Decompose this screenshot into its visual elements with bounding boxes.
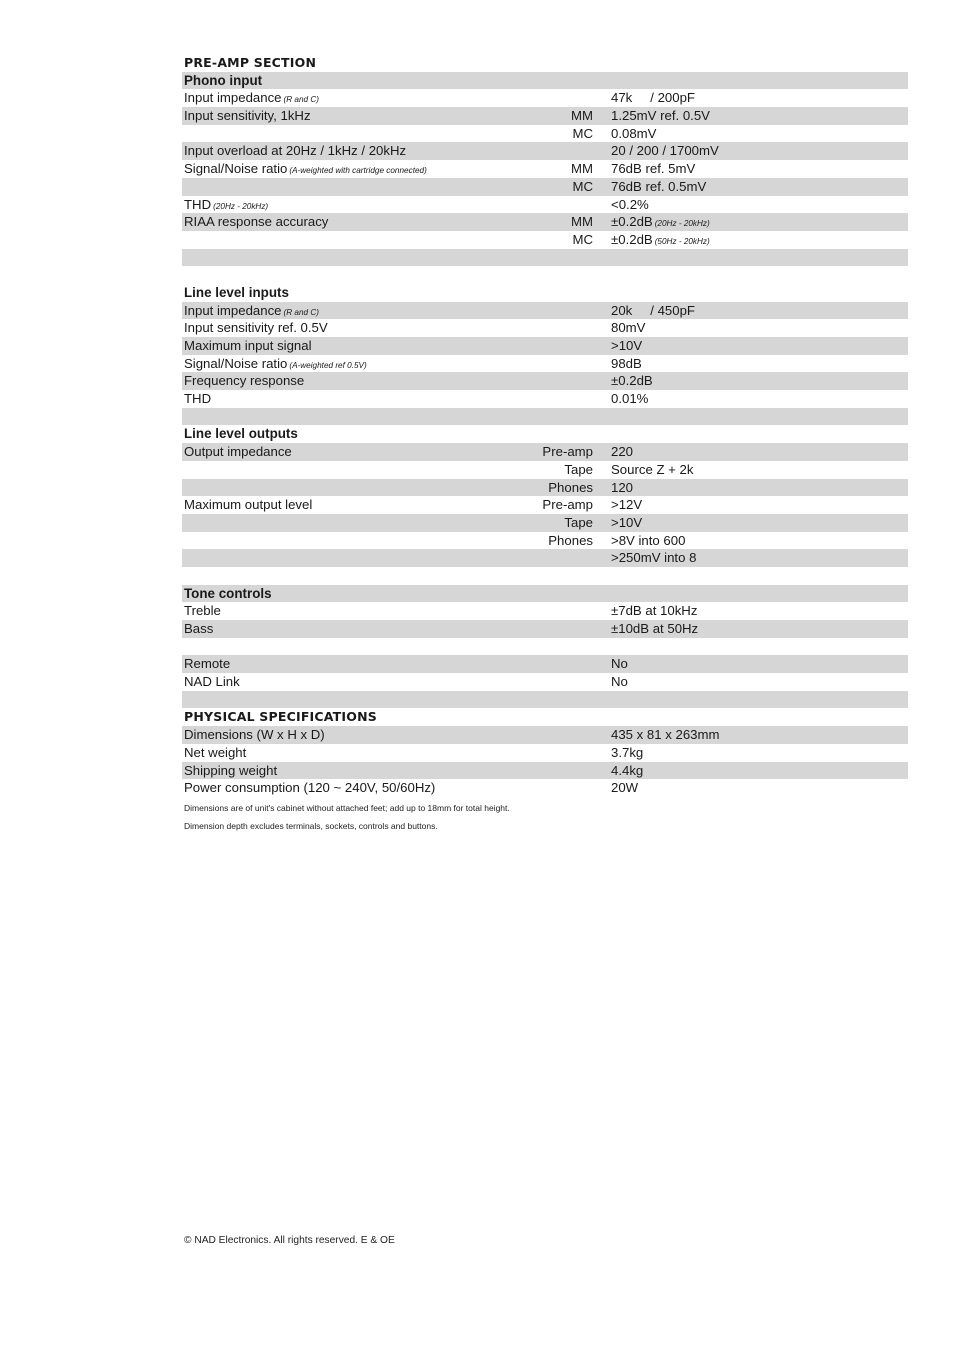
spec-row [182, 355, 908, 373]
spec-row [182, 744, 908, 762]
spec-value-text: >10V [611, 514, 643, 530]
section-title [182, 54, 908, 72]
spec-label [184, 390, 211, 408]
spec-label [184, 107, 311, 125]
spec-value [611, 142, 719, 160]
spec-value-secondary: / 450pF [650, 302, 695, 318]
spec-value [611, 337, 642, 355]
spec-row [182, 178, 908, 196]
spec-value-text: 20W [611, 780, 639, 796]
spec-value-secondary: / 200pF [650, 90, 695, 106]
spec-value-text: 4.4kg [611, 762, 644, 778]
spec-value [611, 125, 656, 143]
spec-value-text: 20 / 200 / 1700mV [611, 143, 719, 159]
spec-row [182, 443, 908, 461]
spec-value-text: >250mV into 8 [611, 550, 697, 566]
spec-value-note: (50Hz - 20kHz) [654, 236, 710, 246]
spec-label-text: Treble [184, 603, 221, 619]
spec-row [182, 726, 908, 744]
spec-row [182, 125, 908, 143]
spec-label-text: Input impedance [184, 302, 282, 318]
spec-label-text: THD [184, 391, 212, 407]
spec-value [611, 107, 710, 125]
spec-label-note: (A-weighted ref 0.5V) [289, 360, 367, 370]
spec-row [182, 655, 908, 673]
spec-label-text: RIAA response accuracy [184, 214, 329, 230]
spec-row [182, 762, 908, 780]
spec-label-text: Dimensions (W x H x D) [184, 727, 325, 743]
spec-value-text: 76dB ref. 0.5mV [611, 178, 707, 194]
spacer-row [182, 567, 908, 585]
spec-label [184, 620, 213, 638]
spec-value-text: <0.2% [611, 196, 649, 212]
spec-label [184, 708, 377, 726]
spec-label-note: (A-weighted with cartridge connected) [289, 166, 427, 176]
spec-value-text: 435 x 81 x 263mm [611, 727, 720, 743]
spec-label-text: Net weight [184, 744, 247, 760]
spec-label-text: Phono input [184, 72, 263, 88]
spec-value-text: ±0.2dB [611, 214, 653, 230]
spec-value-text: 220 [611, 444, 634, 460]
spec-value [611, 744, 643, 762]
spec-value-text: >12V [611, 497, 643, 513]
spec-value-text: No [611, 656, 628, 672]
spec-label [184, 726, 325, 744]
spec-label [184, 744, 246, 762]
spec-value [611, 355, 642, 373]
spec-row [182, 319, 908, 337]
spec-row [182, 532, 908, 550]
spec-sublabel: Phones [548, 479, 593, 495]
spec-row [182, 160, 908, 178]
spec-label-text: Remote [184, 656, 231, 672]
spec-row [182, 337, 908, 355]
spec-value-text: Source Z + 2k [611, 461, 694, 477]
spec-label [184, 496, 312, 514]
spec-value-text: ±0.2dB [611, 231, 653, 247]
spec-label-text: Bass [184, 621, 214, 636]
spec-value-text: 3.7kg [611, 744, 644, 760]
spec-label [184, 54, 316, 72]
spec-row [182, 620, 908, 638]
spec-value-text: 76dB ref. 5mV [611, 161, 696, 177]
spec-value [611, 549, 696, 567]
footnotes [184, 799, 510, 835]
spec-label-text: Tone controls [184, 585, 272, 601]
spec-value-text: 47k [611, 90, 633, 106]
spec-value [611, 762, 643, 780]
spec-row [182, 779, 908, 797]
spec-label [184, 673, 240, 691]
spec-row [182, 479, 908, 497]
spec-value [611, 779, 638, 797]
spec-sublabel: Pre-amp [542, 444, 593, 460]
spec-sublabel: Tape [564, 514, 593, 530]
spec-label [184, 337, 312, 355]
spec-value [611, 602, 697, 620]
spec-row [182, 549, 908, 567]
section-title [182, 708, 908, 726]
spec-row [182, 231, 908, 249]
spec-value [611, 178, 706, 196]
spec-label [184, 655, 230, 673]
spec-row [182, 602, 908, 620]
spec-value [611, 443, 633, 461]
spec-row [182, 390, 908, 408]
spec-value-text: 98dB [611, 355, 642, 371]
spacer-row [182, 249, 908, 267]
spacer-row [182, 638, 908, 656]
spec-value [611, 496, 642, 514]
spec-value [611, 372, 653, 390]
spec-sublabel: Phones [548, 532, 593, 548]
spec-value [611, 319, 645, 337]
spec-value-text: 1.25mV ref. 0.5V [611, 108, 710, 124]
spec-label [184, 425, 298, 443]
spec-value [611, 302, 695, 320]
spec-label-text: NAD Link [184, 674, 240, 690]
spec-label-text: Output impedance [184, 444, 292, 460]
spec-label [184, 72, 262, 90]
spec-label-text: THD [184, 196, 212, 212]
spec-sublabel: MC [572, 125, 593, 141]
spacer-row [182, 691, 908, 709]
spec-sublabel: MM [571, 161, 593, 177]
spec-sublabel: MC [572, 231, 593, 247]
spec-value-text: 80mV [611, 320, 646, 336]
spec-label-note: (R and C) [283, 95, 320, 105]
spec-row [182, 213, 908, 231]
spec-label-text: PRE-AMP SECTION [184, 55, 317, 70]
spec-label-text: Input impedance [184, 90, 282, 106]
group-heading [182, 585, 908, 603]
spec-label-text: Line level inputs [184, 284, 289, 300]
spec-value-text: 20k [611, 302, 633, 318]
spec-value [611, 726, 720, 744]
spec-label-text: Signal/Noise ratio [184, 355, 288, 371]
spec-sublabel: MM [571, 108, 593, 124]
group-heading [182, 425, 908, 443]
spec-label [184, 602, 221, 620]
spec-label-text: PHYSICAL SPECIFICATIONS [184, 709, 377, 725]
spec-label [184, 443, 292, 461]
spec-label [184, 284, 289, 302]
spec-label [184, 319, 328, 337]
spec-value [611, 390, 648, 408]
spec-row [182, 496, 908, 514]
spec-value-text: >10V [611, 338, 643, 353]
spec-value [611, 673, 628, 691]
spec-label-text: Input sensitivity ref. 0.5V [184, 320, 328, 336]
spec-label-text: Maximum output level [184, 497, 313, 513]
spec-value [611, 196, 649, 214]
spacer-row [182, 266, 908, 284]
spec-value [611, 461, 693, 479]
spec-row [182, 196, 908, 214]
spec-label-text: Input sensitivity, 1kHz [184, 108, 311, 124]
spec-value [611, 160, 695, 178]
spec-sublabel: Pre-amp [542, 497, 593, 513]
spec-label [184, 142, 406, 160]
spec-label-text: Input overload at 20Hz / 1kHz / 20kHz [184, 143, 407, 159]
spec-row [182, 461, 908, 479]
spec-label-text: Frequency response [184, 373, 305, 389]
spec-row [182, 372, 908, 390]
spec-label-note: (20Hz - 20kHz) [213, 201, 269, 211]
spec-label-text: Line level outputs [184, 426, 298, 442]
spec-value-note: (20Hz - 20kHz) [654, 219, 710, 229]
spec-value-text: 0.08mV [611, 125, 657, 141]
spec-sublabel: MC [572, 178, 593, 194]
spec-value-text: ±7dB at 10kHz [611, 603, 698, 619]
spacer-row [182, 408, 908, 426]
spec-value [611, 655, 628, 673]
spec-row [182, 89, 908, 107]
spec-label [184, 213, 328, 231]
spec-row [182, 514, 908, 532]
spec-value [611, 89, 695, 107]
spec-value-text: ±10dB at 50Hz [611, 621, 699, 636]
spec-sheet [182, 54, 908, 797]
spec-label-text: Maximum input signal [184, 338, 312, 353]
copyright-notice: © NAD Electronics. All rights reserved. E & OE [184, 1235, 395, 1246]
spec-value-text: 0.01% [611, 391, 649, 407]
spec-value-text: ±0.2dB [611, 373, 653, 389]
footnote-depth: Dimension depth excludes terminals, sockets, controls and buttons. [184, 821, 438, 831]
spec-sublabel: Tape [564, 461, 593, 477]
spec-label [184, 762, 277, 780]
spec-label [184, 372, 304, 390]
spec-value-text: >8V into 600 [611, 532, 686, 548]
spec-row [182, 673, 908, 691]
spec-value [611, 514, 642, 532]
spec-label-text: Power consumption (120 ~ 240V, 50/60Hz) [184, 780, 436, 796]
spec-label [184, 779, 435, 797]
spec-row [182, 107, 908, 125]
group-heading [182, 72, 908, 90]
spec-label-note: (R and C) [283, 307, 320, 317]
spec-value-text: No [611, 674, 628, 690]
spec-label-text: Signal/Noise ratio [184, 161, 288, 177]
group-heading [182, 284, 908, 302]
footnote-dimensions: Dimensions are of unit's cabinet without attached feet; add up to 18mm for total height. [184, 803, 510, 813]
spec-label [184, 585, 272, 603]
spec-row [182, 302, 908, 320]
spec-value [611, 620, 698, 638]
spec-value [611, 479, 633, 497]
spec-sublabel: MM [571, 214, 593, 230]
spec-label-text: Shipping weight [184, 762, 278, 778]
spec-row [182, 142, 908, 160]
spec-value-text: 120 [611, 479, 634, 495]
spec-value [611, 532, 685, 550]
